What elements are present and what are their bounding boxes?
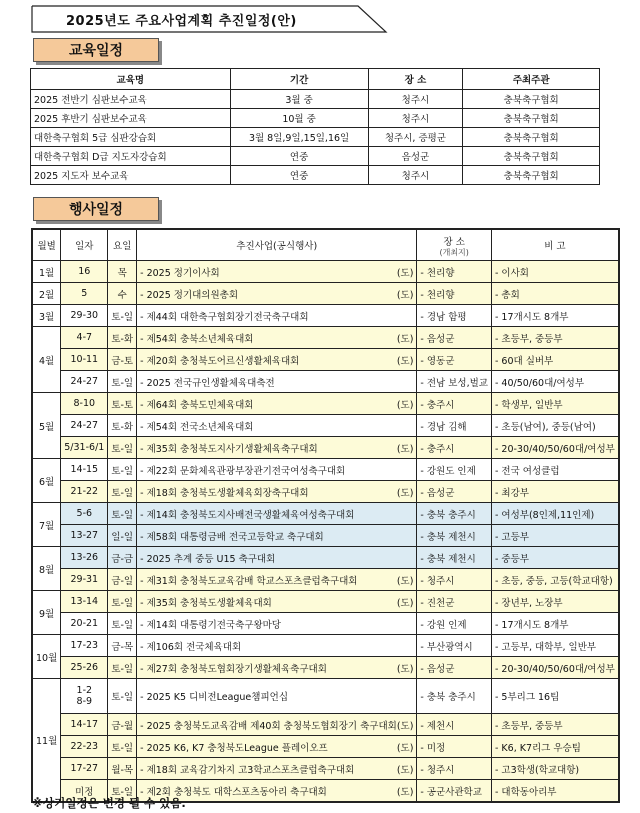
event-name: - 2025 전국규인생활체육대축전 <box>140 377 275 389</box>
event-month-cell: 6월 <box>32 459 61 503</box>
events-col-place-label: 장 소 <box>443 236 465 248</box>
events-col-event: 추진사업(공식행사) <box>137 229 417 261</box>
event-province-tag: (도) <box>396 289 414 301</box>
education-place-cell: 청주시 <box>368 166 463 185</box>
event-name: - 제18회 충청북도생활체육회장축구대회 <box>140 487 309 499</box>
event-name-cell <box>137 261 417 283</box>
event-province-tag: (도) <box>396 399 414 411</box>
event-place-cell: - 전남 보성,벌교 <box>417 371 492 393</box>
event-place-cell: - 부산광역시 <box>417 635 492 657</box>
event-note-cell: - 17개시도 8개부 <box>491 305 618 327</box>
event-month-cell: 5월 <box>32 393 61 459</box>
event-date-cell: 17-27 <box>61 758 108 780</box>
event-province-tag: (도) <box>396 720 414 732</box>
event-date-cell: 5 <box>61 283 108 305</box>
event-name-cell <box>137 503 417 525</box>
event-date-cell: 8-10 <box>61 393 108 415</box>
event-name: - 제14회 충청북도지사배전국생활체육여성축구대회 <box>140 509 355 521</box>
event-name: - 제20회 충청북도어르신생활체육대회 <box>140 355 300 367</box>
event-name-cell <box>137 459 417 481</box>
event-note-cell: - 최강부 <box>491 481 618 503</box>
education-name-cell: 대한축구협회 5급 심판강습회 <box>31 128 231 147</box>
event-place-cell: - 강원 인제 <box>417 613 492 635</box>
event-place-cell: - 청주시 <box>417 758 492 780</box>
event-weekday-cell: 토-일 <box>108 613 137 635</box>
event-row <box>32 569 619 591</box>
event-name: - 제44회 대한축구협회장기전국축구대회 <box>140 311 309 323</box>
event-note-cell: - 학생부, 일반부 <box>491 393 618 415</box>
event-place-cell: - 음성군 <box>417 481 492 503</box>
event-weekday-cell: 토-일 <box>108 437 137 459</box>
event-note-cell: - 20-30/40/50/60대/여성부 <box>491 657 618 679</box>
event-weekday-cell: 토-일 <box>108 591 137 613</box>
event-row <box>32 714 619 736</box>
event-row <box>32 459 619 481</box>
education-place-cell: 청주시, 증평군 <box>368 128 463 147</box>
event-weekday-cell: 금-월 <box>108 714 137 736</box>
event-name: - 제14회 대통령기전국축구왕마당 <box>140 619 281 631</box>
event-weekday-cell: 토-일 <box>108 459 137 481</box>
event-weekday-cell: 토-화 <box>108 327 137 349</box>
education-col-period: 기간 <box>230 69 368 90</box>
event-month-cell: 9월 <box>32 591 61 635</box>
event-weekday-cell: 토-일 <box>108 657 137 679</box>
event-date-cell: 4-7 <box>61 327 108 349</box>
event-note-cell: - 이사회 <box>491 261 618 283</box>
event-date-cell: 25-26 <box>61 657 108 679</box>
event-weekday-cell: 토-일 <box>108 481 137 503</box>
education-col-name: 교육명 <box>31 69 231 90</box>
event-row <box>32 283 619 305</box>
event-place-cell: - 천리향 <box>417 261 492 283</box>
event-date-cell: 29-31 <box>61 569 108 591</box>
event-row <box>32 591 619 613</box>
event-note-cell: - 20-30/40/50/60대/여성부 <box>491 437 618 459</box>
education-place-cell: 음성군 <box>368 147 463 166</box>
event-name: - 제64회 충북도민체육대회 <box>140 399 254 411</box>
event-weekday-cell: 목 <box>108 261 137 283</box>
event-name-cell <box>137 714 417 736</box>
section-education-label: 교육일정 <box>33 38 159 62</box>
education-row <box>31 147 600 166</box>
event-place-cell: - 음성군 <box>417 327 492 349</box>
event-date-cell: 10-11 <box>61 349 108 371</box>
event-name-cell <box>137 371 417 393</box>
event-note-cell: - 대학동아리부 <box>491 780 618 803</box>
event-name-cell <box>137 591 417 613</box>
education-name-cell: 2025 후반기 심판보수교육 <box>31 109 231 128</box>
event-note-cell: - 총회 <box>491 283 618 305</box>
event-month-cell: 4월 <box>32 327 61 393</box>
event-weekday-cell: 토-화 <box>108 415 137 437</box>
event-month-cell: 2월 <box>32 283 61 305</box>
event-province-tag: (도) <box>396 742 414 754</box>
event-date-cell: 24-27 <box>61 415 108 437</box>
event-place-cell: - 영동군 <box>417 349 492 371</box>
education-row <box>31 109 600 128</box>
event-note-cell: - K6, K7리그 우승팀 <box>491 736 618 758</box>
event-note-cell: - 초등부, 중등부 <box>491 714 618 736</box>
event-province-tag: (도) <box>396 597 414 609</box>
event-name: - 제18회 교육감기차지 고3학교스포츠클럽축구대회 <box>140 764 355 776</box>
event-name-cell <box>137 613 417 635</box>
event-province-tag: (도) <box>396 355 414 367</box>
event-place-cell: - 강원도 인제 <box>417 459 492 481</box>
event-note-cell: - 장년부, 노장부 <box>491 591 618 613</box>
footnote: ※상기일정은 변경 될 수 있음. <box>32 796 186 810</box>
event-note-cell: - 초등(남여), 중등(남여) <box>491 415 618 437</box>
event-note-cell: - 5부리그 16팀 <box>491 679 618 714</box>
event-name-cell <box>137 736 417 758</box>
events-table <box>31 228 620 803</box>
event-name: - 2025 추계 중등 U15 축구대회 <box>140 553 276 565</box>
event-row <box>32 547 619 569</box>
event-month-cell: 10월 <box>32 635 61 679</box>
event-name: - 제22회 문화체육관광부장관기전국여성축구대회 <box>140 465 346 477</box>
event-name: - 제106회 전국체육대회 <box>140 641 242 653</box>
event-province-tag: (도) <box>396 575 414 587</box>
education-host-cell: 충북축구협회 <box>463 109 600 128</box>
events-col-weekday: 요일 <box>108 229 137 261</box>
event-note-cell: - 여성부(8인제,11인제) <box>491 503 618 525</box>
education-period-cell: 연중 <box>230 166 368 185</box>
event-row <box>32 415 619 437</box>
events-col-note: 비 고 <box>491 229 618 261</box>
education-place-cell: 청주시 <box>368 109 463 128</box>
education-host-cell: 충북축구협회 <box>463 90 600 109</box>
events-header-row <box>32 229 619 261</box>
education-period-cell: 10월 중 <box>230 109 368 128</box>
event-place-cell: - 충주시 <box>417 393 492 415</box>
event-province-tag: (도) <box>396 786 414 798</box>
education-period-cell: 3월 8일,9일,15일,16일 <box>230 128 368 147</box>
event-name: - 2025 정기이사회 <box>140 267 220 279</box>
education-name-cell: 2025 전반기 심판보수교육 <box>31 90 231 109</box>
event-date-cell: 13-26 <box>61 547 108 569</box>
event-name: - 제54회 전국소년체육대회 <box>140 421 254 433</box>
event-date-cell: 29-30 <box>61 305 108 327</box>
event-weekday-cell: 토-일 <box>108 679 137 714</box>
event-note-cell: - 60대 실버부 <box>491 349 618 371</box>
education-period-cell: 3월 중 <box>230 90 368 109</box>
event-province-tag: (도) <box>396 487 414 499</box>
event-row <box>32 481 619 503</box>
event-name: - 2025 K6, K7 충청북도League 플레이오프 <box>140 742 328 754</box>
event-name: - 제54회 충북소년체육대회 <box>140 333 254 345</box>
event-weekday-cell: 토-일 <box>108 736 137 758</box>
event-note-cell: - 고등부, 대학부, 일반부 <box>491 635 618 657</box>
event-place-cell: - 충북 제천시 <box>417 547 492 569</box>
event-weekday-cell: 금-목 <box>108 635 137 657</box>
document-title: 2025년도 주요사업계획 추진일정(안) <box>66 14 297 29</box>
event-date-cell: 20-21 <box>61 613 108 635</box>
event-name-cell <box>137 481 417 503</box>
event-date-cell: 14-15 <box>61 459 108 481</box>
event-place-cell: - 충북 제천시 <box>417 525 492 547</box>
event-weekday-cell: 금-금 <box>108 547 137 569</box>
event-date-cell <box>61 679 108 714</box>
event-weekday-cell: 토-일 <box>108 503 137 525</box>
document-title-box <box>30 4 380 32</box>
event-name-cell <box>137 635 417 657</box>
event-name: - 제2회 충청북도 대학스포츠동아리 축구대회 <box>140 786 327 798</box>
event-row <box>32 371 619 393</box>
events-col-place <box>417 229 492 261</box>
event-province-tag: (도) <box>396 267 414 279</box>
event-weekday-cell: 토-일 <box>108 305 137 327</box>
event-name-cell <box>137 758 417 780</box>
event-name-cell <box>137 349 417 371</box>
event-place-cell: - 충북 충주시 <box>417 679 492 714</box>
event-name: - 2025 충청북도교육감배 제40회 충청북도협회장기 축구대회 <box>140 720 397 732</box>
event-row <box>32 525 619 547</box>
event-weekday-cell: 토-토 <box>108 393 137 415</box>
event-place-cell: - 충주시 <box>417 437 492 459</box>
event-note-cell: - 초등, 중등, 고등(학교대항) <box>491 569 618 591</box>
event-month-cell: 7월 <box>32 503 61 547</box>
education-host-cell: 충북축구협회 <box>463 128 600 147</box>
education-col-place: 장 소 <box>368 69 463 90</box>
event-place-cell: - 미정 <box>417 736 492 758</box>
event-row <box>32 679 619 714</box>
event-row <box>32 657 619 679</box>
event-name-cell <box>137 393 417 415</box>
event-province-tag: (도) <box>396 443 414 455</box>
event-place-cell: - 경남 김해 <box>417 415 492 437</box>
event-note-cell: - 40/50/60대/여성부 <box>491 371 618 393</box>
event-note-cell: - 고등부 <box>491 525 618 547</box>
event-province-tag: (도) <box>396 764 414 776</box>
event-name-cell <box>137 437 417 459</box>
event-row <box>32 261 619 283</box>
event-name: - 제31회 충청북도교육감배 학교스포츠클럽축구대회 <box>140 575 358 587</box>
education-name-cell: 2025 지도자 보수교육 <box>31 166 231 185</box>
education-row <box>31 90 600 109</box>
education-row <box>31 166 600 185</box>
event-place-cell: - 공군사관학교 <box>417 780 492 803</box>
event-date-cell: 13-27 <box>61 525 108 547</box>
events-col-date: 일자 <box>61 229 108 261</box>
event-place-cell: - 천리향 <box>417 283 492 305</box>
event-name-cell <box>137 305 417 327</box>
event-row <box>32 393 619 415</box>
event-place-cell: - 진천군 <box>417 591 492 613</box>
event-month-cell: 1월 <box>32 261 61 283</box>
event-row <box>32 305 619 327</box>
event-date-cell: 13-14 <box>61 591 108 613</box>
event-row <box>32 613 619 635</box>
event-date-cell: 24-27 <box>61 371 108 393</box>
event-date-cell: 17-23 <box>61 635 108 657</box>
event-weekday-cell: 일-일 <box>108 525 137 547</box>
event-note-cell: - 중등부 <box>491 547 618 569</box>
event-row <box>32 635 619 657</box>
event-month-cell: 3월 <box>32 305 61 327</box>
event-name: - 제27회 충청북도협회장기생활체육축구대회 <box>140 663 327 675</box>
event-row <box>32 758 619 780</box>
event-date-cell: 16 <box>61 261 108 283</box>
event-place-cell: - 경남 함평 <box>417 305 492 327</box>
education-period-cell: 연중 <box>230 147 368 166</box>
event-date-cell: 5/31-6/1 <box>61 437 108 459</box>
event-province-tag: (도) <box>396 333 414 345</box>
event-note-cell: - 초등부, 중등부 <box>491 327 618 349</box>
education-row <box>31 128 600 147</box>
event-date-cell: 21-22 <box>61 481 108 503</box>
education-header-row <box>31 69 600 90</box>
event-name-cell <box>137 547 417 569</box>
event-note-cell: - 17개시도 8개부 <box>491 613 618 635</box>
event-month-cell: 8월 <box>32 547 61 591</box>
education-col-host: 주최주관 <box>463 69 600 90</box>
events-col-month: 월별 <box>32 229 61 261</box>
events-col-place-sub: (개최지) <box>439 247 469 257</box>
education-host-cell: 충북축구협회 <box>463 166 600 185</box>
event-weekday-cell: 토-일 <box>108 371 137 393</box>
event-row <box>32 349 619 371</box>
event-date-cell: 미정 <box>61 780 108 803</box>
event-province-tag: (도) <box>396 663 414 675</box>
event-date-cell: 22-23 <box>61 736 108 758</box>
event-name-cell <box>137 657 417 679</box>
event-note-cell: - 고3학생(학교대항) <box>491 758 618 780</box>
event-date-cell: 5-6 <box>61 503 108 525</box>
event-note-cell: - 전국 여성클럽 <box>491 459 618 481</box>
event-date-line: 1-2 <box>76 685 93 696</box>
event-weekday-cell: 토-일 <box>108 780 137 803</box>
section-events-label: 행사일정 <box>33 197 159 221</box>
event-place-cell: - 청주시 <box>417 569 492 591</box>
event-name-cell <box>137 415 417 437</box>
event-name: - 제58회 대통령금배 전국고등학교 축구대회 <box>140 531 324 543</box>
event-name-cell <box>137 679 417 714</box>
event-month-cell: 11월 <box>32 679 61 803</box>
event-place-cell: - 음성군 <box>417 657 492 679</box>
event-weekday-cell: 수 <box>108 283 137 305</box>
event-weekday-cell: 금-일 <box>108 569 137 591</box>
education-name-cell: 대한축구협회 D급 지도자강습회 <box>31 147 231 166</box>
event-date-line: 8-9 <box>76 696 93 707</box>
event-weekday-cell: 금-토 <box>108 349 137 371</box>
event-name-cell <box>137 525 417 547</box>
education-host-cell: 충북축구협회 <box>463 147 600 166</box>
event-row <box>32 503 619 525</box>
event-name-cell <box>137 569 417 591</box>
event-name: - 2025 정기대의원총회 <box>140 289 239 301</box>
event-name: - 제35회 충청북도생활체육대회 <box>140 597 272 609</box>
event-place-cell: - 제천시 <box>417 714 492 736</box>
event-place-cell: - 충북 충주시 <box>417 503 492 525</box>
event-name: - 2025 K5 디비전League챔피언십 <box>140 692 288 703</box>
event-name: - 제35회 충청북도지사기생활체육축구대회 <box>140 443 318 455</box>
event-name-cell <box>137 327 417 349</box>
education-place-cell: 청주시 <box>368 90 463 109</box>
event-row <box>32 736 619 758</box>
event-row <box>32 437 619 459</box>
event-weekday-cell: 월-목 <box>108 758 137 780</box>
event-date-cell: 14-17 <box>61 714 108 736</box>
event-name-cell <box>137 283 417 305</box>
education-table <box>30 68 600 185</box>
event-row <box>32 327 619 349</box>
